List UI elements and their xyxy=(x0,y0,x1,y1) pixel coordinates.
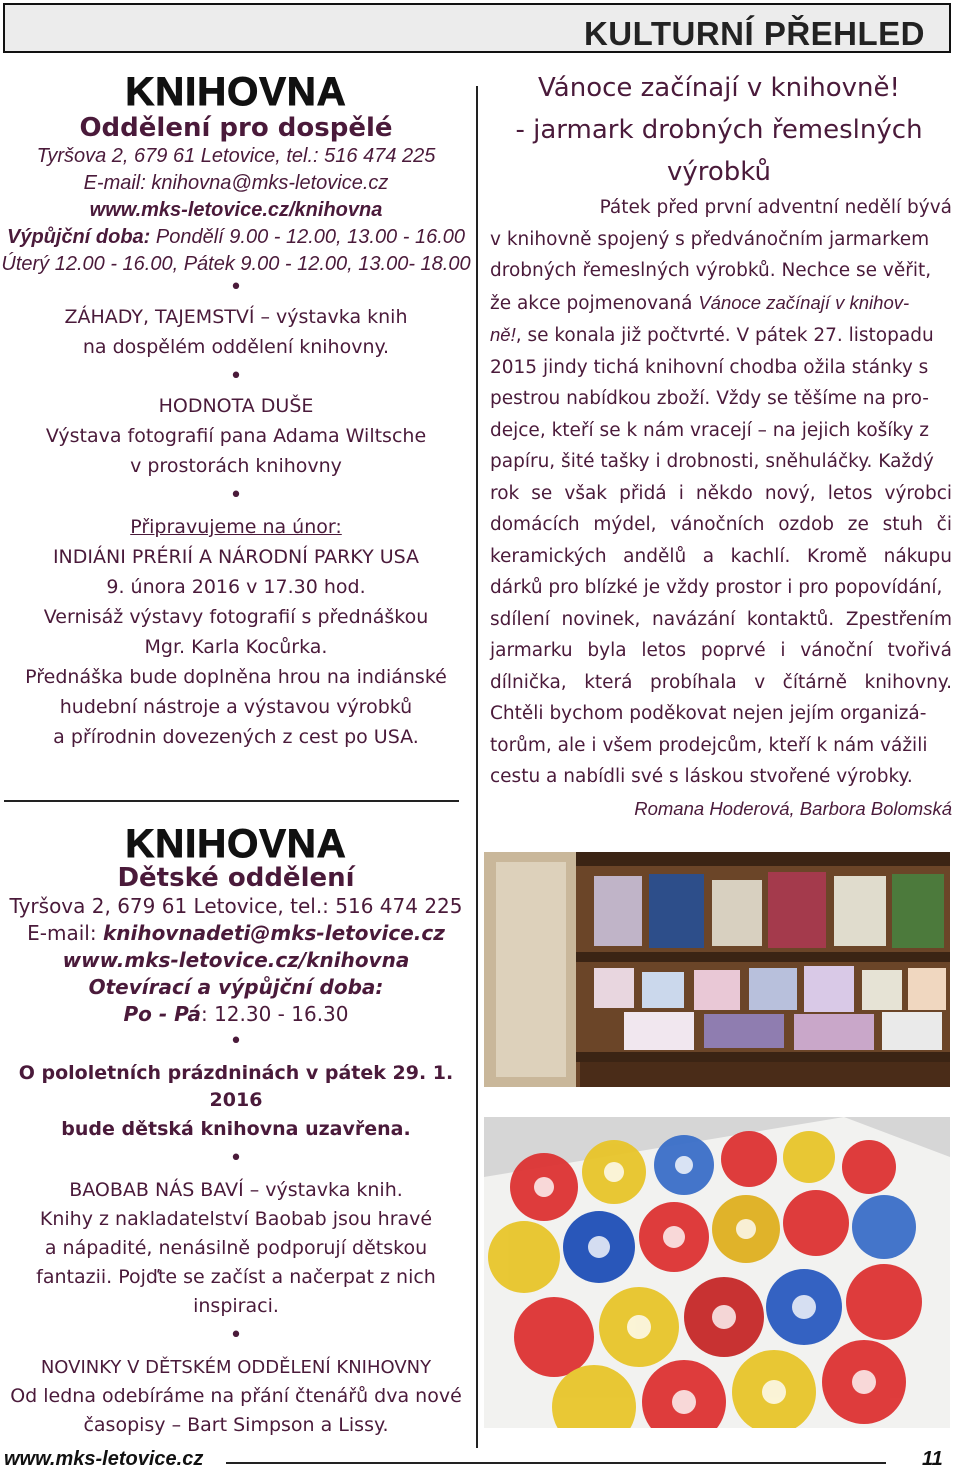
article-p5a: ně! xyxy=(490,324,516,345)
article-p4b: Vánoce začínají v knihov- xyxy=(698,291,910,313)
craft-fair-illustration xyxy=(484,852,950,1087)
ornaments-illustration xyxy=(484,1117,950,1428)
article-p18: torům, ale i všem prodejcům, kteří k nám vážili xyxy=(490,734,928,756)
children-event2-d1: Od ledna odebíráme na přání čtenářů dva nové xyxy=(10,1385,462,1407)
article-p17: Chtěli bychom poděkovat nejen jejím organizá- xyxy=(490,703,927,724)
adult-event3-date: 9. února 2016 v 17.30 hod. xyxy=(106,576,366,598)
craft-fair-photo xyxy=(484,852,950,1087)
adult-section xyxy=(0,70,472,751)
bullet-separator: • xyxy=(229,1323,243,1348)
section-title: KULTURNÍ PŘEHLED xyxy=(583,15,925,52)
adult-event3-title: INDIÁNI PRÉRIÍ A NÁRODNÍ PARKY USA xyxy=(52,546,420,568)
article-heading xyxy=(484,68,954,192)
children-hours-label: Otevírací a výpůjční doba: xyxy=(88,975,384,999)
article-p1: Pátek před první adventní nedělí bývá xyxy=(599,197,952,218)
article-p6: 2015 jindy tichá knihovní chodba ožila stánky s xyxy=(490,356,929,378)
children-event1-d2: a nápadité, nenásilně podporují dětskou xyxy=(44,1237,428,1259)
adult-event3-heading: Připravujeme na únor: xyxy=(130,516,342,538)
children-hours-time: : 12.30 - 16.30 xyxy=(200,1002,349,1026)
adult-event3-desc2: hudební nástroje a výstavou výrobků xyxy=(59,696,413,718)
adult-address: Tyršova 2, 679 61 Letovice, tel.: 516 474 225 xyxy=(36,145,436,167)
column-divider xyxy=(476,86,478,1448)
children-section xyxy=(0,822,472,1439)
adult-event3-line1: Vernisáž výstavy fotografií s přednáškou xyxy=(43,606,429,628)
adult-event2-text1: Výstava fotografií pana Adama Wiltsche xyxy=(45,425,427,447)
article-body xyxy=(490,192,952,824)
adult-hours-2: Úterý 12.00 - 16.00, Pátek 9.00 - 12.00, 13.00- 18.00 xyxy=(1,253,471,275)
article-p5b: , se konala již počtvrté. V pátek 27. listopadu xyxy=(515,325,934,346)
children-event1-d1: Knihy z nakladatelství Baobab jsou hravé xyxy=(39,1208,433,1230)
children-event1-d4: inspiraci. xyxy=(193,1295,279,1317)
article-title-3: výrobků xyxy=(666,157,772,187)
header-bar xyxy=(3,3,951,53)
adult-event2-text2: v prostorách knihovny xyxy=(130,455,342,477)
children-event1-d3: fantazii. Pojďte se začíst a načerpat z nich xyxy=(36,1266,436,1288)
children-web[interactable]: www.mks-letovice.cz/knihovna xyxy=(62,948,410,972)
article-p13: dárků pro blízké je vždy prostor i pro popovídání, xyxy=(490,577,943,598)
section-divider xyxy=(4,800,459,802)
article-p9: papíru, šité tašky i drobnosti, sněhuláčky. Každý xyxy=(490,451,934,472)
bullet-separator: • xyxy=(229,275,243,300)
article-p2: v knihovně spojený s předvánočním jarmarkem xyxy=(490,228,930,250)
article-p14: sdílení novinek, navázání kontaktů. Zpestřením xyxy=(490,608,952,630)
adult-event3-desc3: a přírodnin dovezených z cest po USA. xyxy=(53,726,419,748)
bullet-separator: • xyxy=(229,1029,243,1054)
article-p7: pestrou nabídkou zboží. Vždy se těšíme na pro- xyxy=(490,388,929,409)
adult-event1-title: ZÁHADY, TAJEMSTVÍ xyxy=(64,306,255,328)
bullet-separator: • xyxy=(229,364,243,389)
bullet-separator: • xyxy=(229,1146,243,1171)
article-p4a: že akce pojmenovaná xyxy=(490,292,699,314)
adult-event1-text: – výstavka knih xyxy=(254,306,408,328)
adult-hours-label: Výpůjční doba: xyxy=(6,226,151,248)
children-event1-text: – výstavka knih. xyxy=(243,1179,403,1201)
article-p12: keramických andělů a kachlí. Kromě nákupu xyxy=(490,545,952,567)
ornaments-photo xyxy=(484,1117,950,1428)
article-p15: jarmarku byla letos poprvé i vánoční tvořivá xyxy=(490,640,952,661)
children-email-label: E-mail: xyxy=(27,921,103,945)
adult-web[interactable]: www.mks-letovice.cz/knihovna xyxy=(89,199,383,221)
adult-title: KNIHOVNA xyxy=(125,70,347,114)
article-p11: domácích mýdel, vánočních ozdob ze stuh či xyxy=(490,514,952,535)
children-event2-title: NOVINKY V DĚTSKÉM ODDĚLENÍ KNIHOVNY xyxy=(40,1357,432,1378)
article-p19: cestu a nabídli své s láskou stvořené výrobky. xyxy=(490,766,913,787)
children-subtitle: Dětské oddělení xyxy=(117,863,355,893)
adult-hours-1: Pondělí 9.00 - 12.00, 13.00 - 16.00 xyxy=(150,226,466,248)
children-notice2: bude dětská knihovna uzavřena. xyxy=(61,1118,411,1140)
adult-email[interactable]: knihovna@mks-letovice.cz xyxy=(151,172,389,194)
left-column xyxy=(0,60,472,1440)
article-authors: Romana Hoderová, Barbora Bolomská xyxy=(634,797,952,819)
adult-event3-line2: Mgr. Karla Kocůrka. xyxy=(144,636,328,658)
footer-rule xyxy=(226,1462,886,1464)
adult-event1-text2: na dospělém oddělení knihovny. xyxy=(82,336,390,358)
article-p16: dílnička, která probíhala v čítárně knihovny. xyxy=(490,671,952,693)
page-number: 11 xyxy=(922,1448,943,1470)
article-p8: dejce, kteří se k nám vracejí – na jejich košíky z xyxy=(490,419,930,441)
children-event1-title: BAOBAB NÁS BAVÍ xyxy=(69,1179,244,1201)
footer-website[interactable]: www.mks-letovice.cz xyxy=(4,1448,204,1470)
children-event2-d2: časopisy – Bart Simpson a Lissy. xyxy=(83,1414,389,1436)
adult-event3-desc1: Přednáška bude doplněna hrou na indiánské xyxy=(25,666,447,688)
children-hours-days: Po - Pá xyxy=(123,1002,201,1026)
article-title-2: - jarmark drobných řemeslných xyxy=(515,115,923,145)
children-address: Tyršova 2, 679 61 Letovice, tel.: 516 474 225 xyxy=(9,894,463,918)
children-email[interactable]: knihovnadeti@mks-letovice.cz xyxy=(102,921,445,945)
children-notice1: O pololetních prázdninách v pátek 29. 1. 2016 xyxy=(18,1062,454,1111)
bullet-separator: • xyxy=(229,483,243,508)
article-p3: drobných řemeslných výrobků. Nechce se věřit, xyxy=(490,260,932,281)
adult-event2-title: HODNOTA DUŠE xyxy=(158,395,314,417)
children-title: KNIHOVNA xyxy=(125,822,347,866)
adult-subtitle: Oddělení pro dospělé xyxy=(79,113,393,143)
article-title-1: Vánoce začínají v knihovně! xyxy=(538,73,900,103)
adult-email-label: E-mail: xyxy=(83,172,152,194)
article-p10: rok se však přidá i někdo nový, letos výrobci xyxy=(490,482,952,504)
